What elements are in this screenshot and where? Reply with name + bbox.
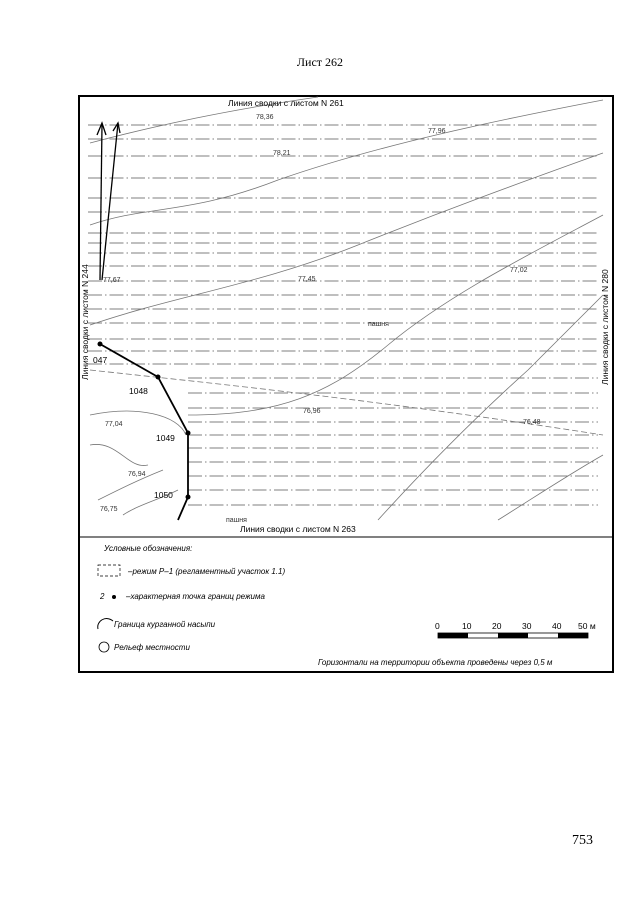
legend-point-number: 2 [100, 592, 105, 601]
point-label: 1050 [154, 490, 173, 500]
site-map [78, 95, 614, 673]
legend-point-icon [112, 595, 116, 599]
point-label: 047 [93, 355, 108, 365]
scale-tick: 40 [552, 621, 562, 631]
page-number: 753 [572, 833, 593, 848]
scale-tick: 30 [522, 621, 532, 631]
legend-zone-swatch [98, 565, 120, 576]
elevation-label: 76,48 [523, 419, 541, 426]
contours [90, 97, 603, 520]
edge-label-top: Линия сводки с листом N 261 [228, 98, 344, 108]
elevation-label: 78,36 [256, 114, 274, 121]
contour-note: Горизонтали на территории объекта проведены через 0,5 м [318, 658, 553, 667]
mound-boundary-icon [98, 619, 113, 629]
legend-zone-text: –режим Р–1 (регламентный участок 1.1) [128, 567, 286, 576]
scale-tick: 10 [462, 621, 472, 631]
point-label: 1049 [156, 433, 175, 443]
north-arrow-icon [97, 123, 120, 280]
point-label: 1048 [129, 386, 148, 396]
scale-tick: 20 [492, 621, 502, 631]
land-use-label: пашня [226, 517, 247, 524]
elevation-label: 77,02 [510, 267, 528, 274]
elevation-label: 77,67 [103, 277, 121, 284]
elevation-label: 76,94 [128, 471, 146, 478]
scale-bar [438, 633, 588, 638]
elevation-label: 77,45 [298, 276, 316, 283]
scale-tick: 0 [435, 621, 440, 631]
legend-title: Условные обозначения: [104, 544, 193, 553]
legend-mound-text: Граница курганной насыпи [114, 620, 216, 629]
elevation-label: 77,96 [428, 128, 446, 135]
edge-label-right: Линия сводки с листом N 280 [600, 269, 610, 385]
elevation-label: 78,21 [273, 150, 291, 157]
zone-grid [88, 125, 598, 505]
elevation-label: 76,96 [303, 408, 321, 415]
scale-tick: 50 м [578, 621, 596, 631]
elevation-label: 77,04 [105, 421, 123, 428]
relief-icon [99, 642, 109, 652]
land-use-label: пашня [368, 321, 389, 328]
elevation-label: 76,75 [100, 506, 118, 513]
edge-label-bottom: Линия сводки с листом N 263 [240, 524, 356, 534]
edge-label-left: Линия сводки с листом N 244 [80, 264, 90, 380]
sheet-title: Лист 262 [296, 55, 344, 69]
legend-point-text: –характерная точка границ режима [126, 592, 265, 601]
legend-relief-text: Рельеф местности [114, 643, 190, 652]
